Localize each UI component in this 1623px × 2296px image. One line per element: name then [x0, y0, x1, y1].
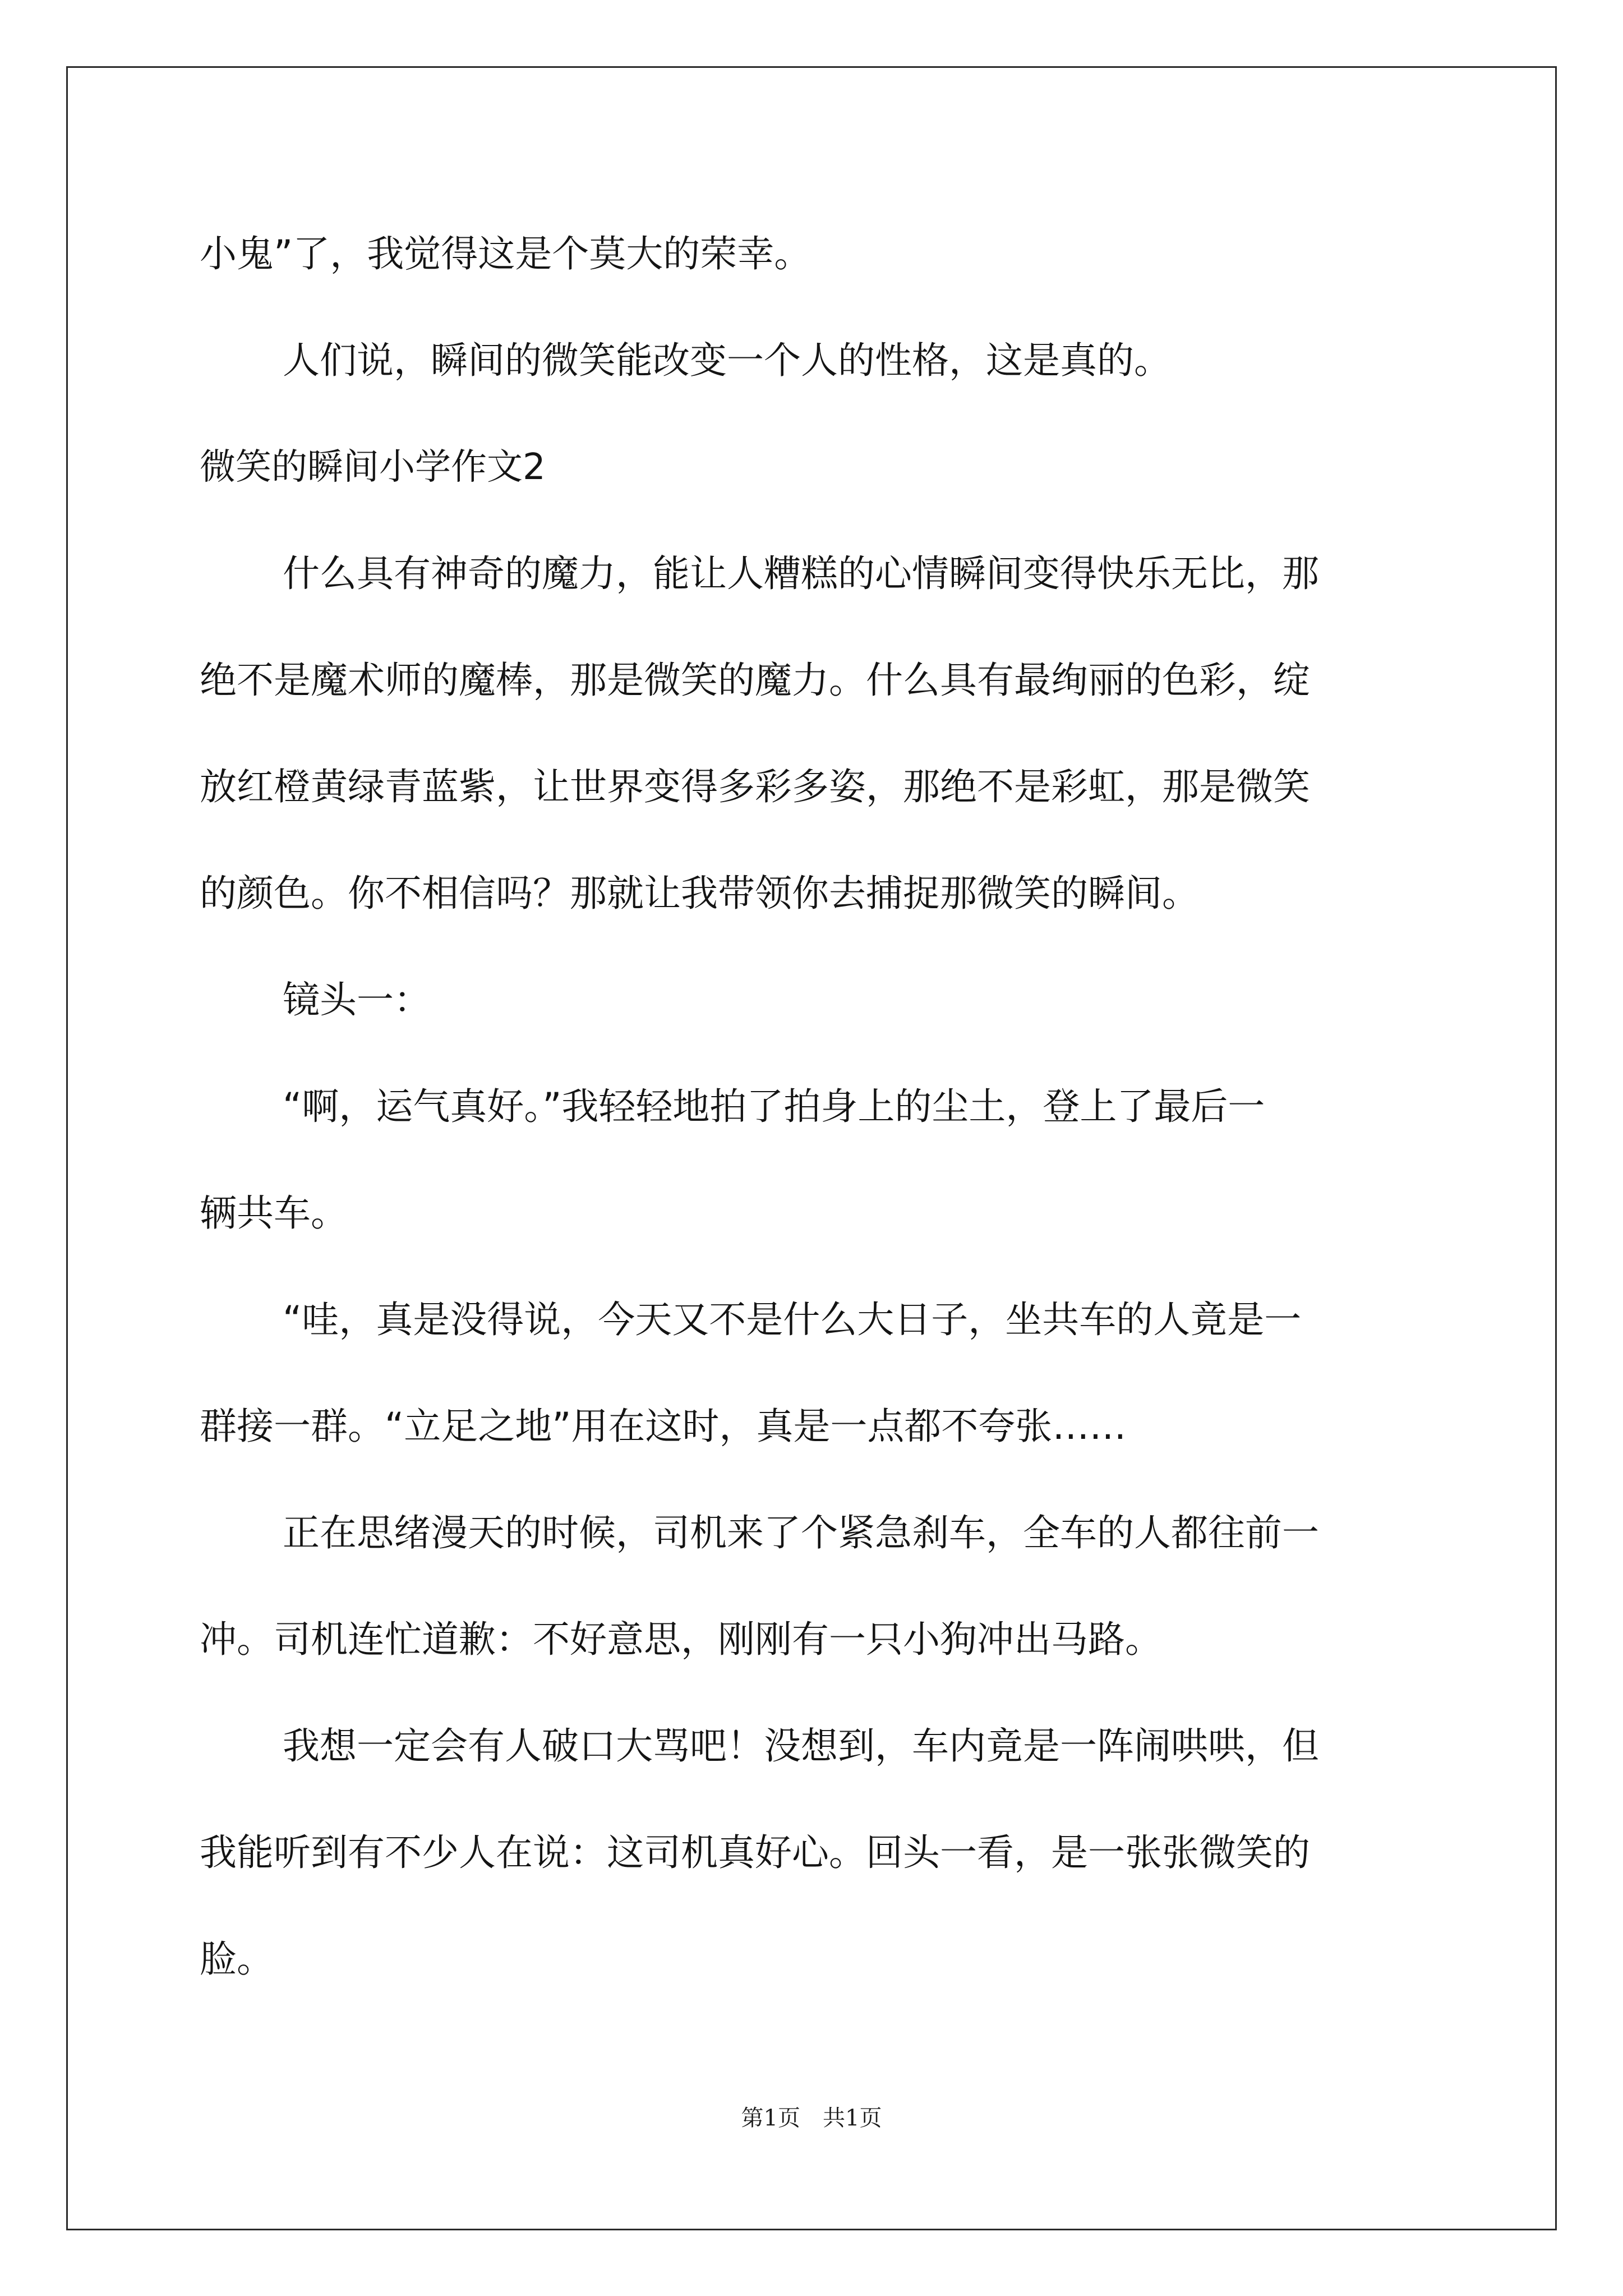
paragraph-line: 小鬼”了，我觉得这是个莫大的荣幸。 — [200, 232, 811, 275]
paragraph-line: 我想一定会有人破口大骂吧！没想到，车内竟是一阵闹哄哄，但 — [283, 1724, 1319, 1768]
paragraph-line: 镜头一： — [283, 978, 431, 1022]
paragraph-line: “哇，真是没得说，今天又不是什么大日子，坐共车的人竟是一 — [283, 1298, 1302, 1341]
page-border — [66, 66, 1557, 2230]
paragraph-line: 正在思绪漫天的时候，司机来了个紧急刹车，全车的人都往前一 — [283, 1511, 1319, 1554]
section-heading: 微笑的瞬间小学作文2 — [200, 447, 546, 488]
page-number-footer: 第1页 共1页 — [741, 2105, 882, 2131]
paragraph-line: 群接一群。“立足之地”用在这时，真是一点都不夸张…… — [200, 1405, 1127, 1448]
paragraph-line: 绝不是魔术师的魔棒，那是微笑的魔力。什么具有最绚丽的色彩，绽 — [200, 659, 1310, 702]
paragraph-line: “啊，运气真好。”我轻轻地拍了拍身上的尘土，登上了最后一 — [283, 1085, 1265, 1128]
paragraph-line: 人们说，瞬间的微笑能改变一个人的性格，这是真的。 — [283, 339, 1171, 382]
paragraph-line: 什么具有神奇的魔力，能让人糟糕的心情瞬间变得快乐无比，那 — [283, 552, 1319, 595]
paragraph-line: 脸。 — [200, 1938, 274, 1981]
paragraph-line: 冲。司机连忙道歉：不好意思，刚刚有一只小狗冲出马路。 — [200, 1618, 1162, 1661]
paragraph-line: 我能听到有不少人在说：这司机真好心。回头一看，是一张张微笑的 — [200, 1831, 1310, 1874]
paragraph-line: 辆共车。 — [200, 1191, 348, 1235]
paragraph-line: 放红橙黄绿青蓝紫，让世界变得多彩多姿，那绝不是彩虹，那是微笑 — [200, 765, 1310, 808]
paragraph-line: 的颜色。你不相信吗？那就让我带领你去捕捉那微笑的瞬间。 — [200, 872, 1199, 915]
